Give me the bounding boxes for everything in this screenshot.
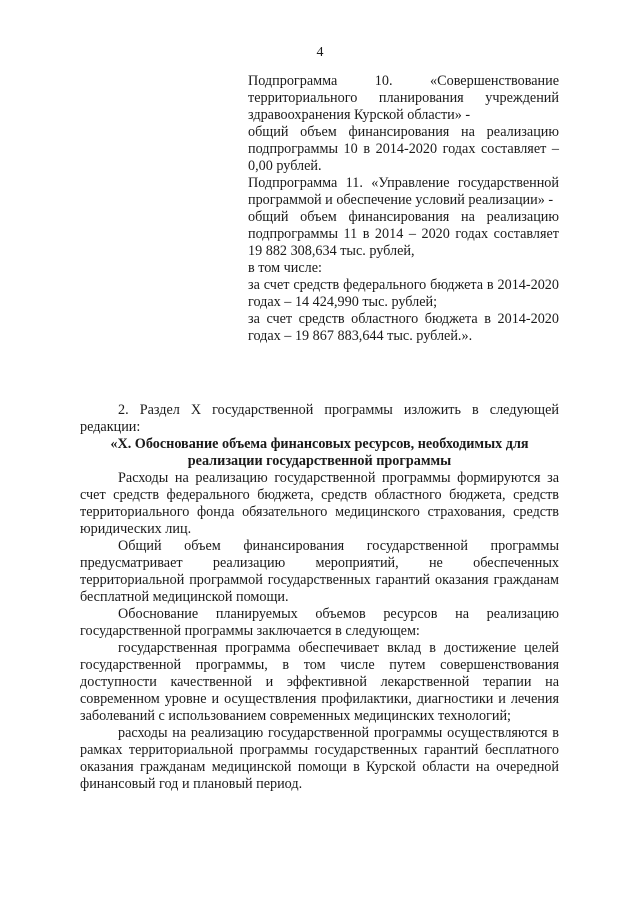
amendment-intro: 2. Раздел X государственной программы изложить в следующей редакции: — [80, 402, 559, 435]
subprogram-summary-block — [248, 73, 559, 345]
page-number: 4 — [316, 45, 324, 60]
paragraph-3: Обоснование планируемых объемов ресурсов на реализацию государственной программы заключается в следующем: — [80, 606, 559, 639]
subprogram-11-funding: общий объем финансирования на реализацию подпрограммы 11 в 2014 – 2020 годах составляет — [248, 209, 559, 242]
section-x-body — [80, 402, 559, 793]
subprogram-11-regional: за счет средств областного бюджета в 2014-2020 годах – 19 867 883,644 тыс. рублей.». — [248, 311, 559, 344]
subprogram-11-total: 19 882 308,634 тыс. рублей, — [248, 243, 415, 259]
subprogram-11-including: в том числе: — [248, 260, 322, 276]
subprogram-10-funding: общий объем финансирования на реализацию подпрограммы 10 в 2014-2020 годах составляет – 0,00 рублей. — [248, 124, 559, 174]
paragraph-1: Расходы на реализацию государственной программы формируются за счет средств федерального бюджета, средств областного бюджета, средств территориального фонда обязательного медицинского страхования, средств юридических лиц. — [80, 470, 559, 537]
subprogram-11-title: Подпрограмма 11. «Управление государственной программой и обеспечение условий реализации» - — [248, 175, 559, 208]
paragraph-2: Общий объем финансирования государственной программы предусматривает реализацию мероприятий, не обеспеченных территориальной программой государственных гарантий оказания гражданам бесплатной медицинской помощи. — [80, 538, 559, 605]
section-heading: «X. Обоснование объема финансовых ресурсов, необходимых для реализации государственной программы — [110, 436, 529, 469]
subprogram-10-title: Подпрограмма 10. «Совершенствование территориального планирования учреждений здравоохранения Курской области» - — [248, 73, 559, 123]
paragraph-4: государственная программа обеспечивает вклад в достижение целей государственной программы, в том числе путем совершенствования доступности качественной и эффективной лекарственной терапии на современном уровне и осуществления профилактики, диагностики и лечения заболеваний с использованием современных медицинских технологий; — [80, 640, 559, 724]
subprogram-11-federal: за счет средств федерального бюджета в 2014-2020 годах – 14 424,990 тыс. рублей; — [248, 277, 559, 310]
paragraph-5: расходы на реализацию государственной программы осуществляются в рамках территориальной программы государственных гарантий бесплатного оказания гражданам медицинской помощи в Курской области на очередной финансовый год и плановый период. — [80, 725, 559, 792]
